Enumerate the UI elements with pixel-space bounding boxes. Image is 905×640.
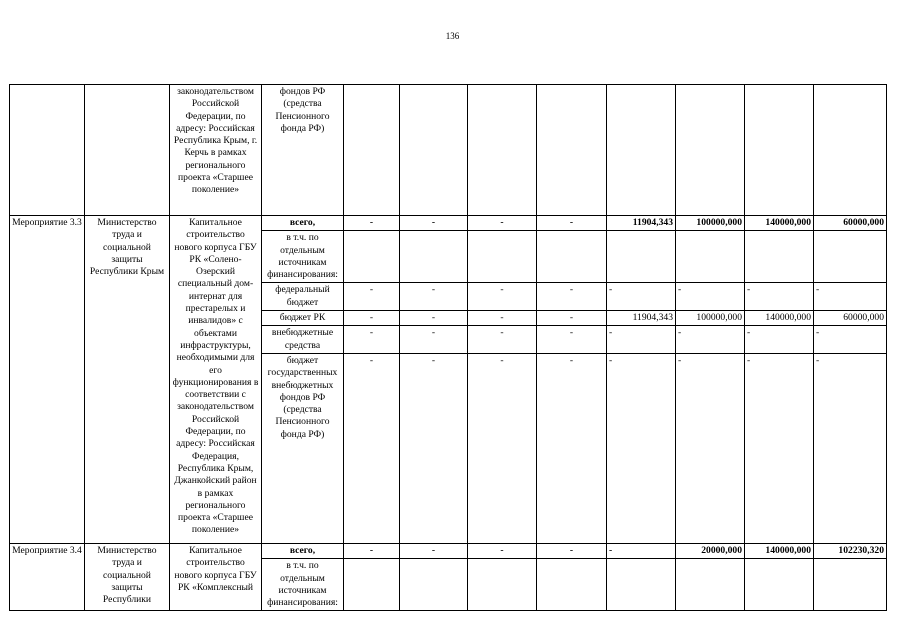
measure-description: Капитальное строительство нового корпуса ГБУ РК «Комплексный — [170, 543, 262, 610]
funding-source: бюджет РК — [262, 311, 344, 326]
value-cell: 140000,000 — [745, 543, 814, 558]
value-cell: - — [745, 326, 814, 354]
funding-source: федеральный бюджет — [262, 283, 344, 311]
funding-source: в т.ч. по отдельным источникам финансирования: — [262, 559, 344, 611]
value-cell: - — [468, 283, 537, 311]
value-cell: 11904,343 — [607, 216, 676, 231]
value-cell: 100000,000 — [676, 311, 745, 326]
value-cell: - — [607, 326, 676, 354]
value-cell: - — [745, 353, 814, 543]
measure-description: законодательством Российской Федерации, по адресу: Российская Республика Крым, г. Керчь в рамках регионального проекта «Старшее поколение» — [170, 85, 262, 216]
value-cell: - — [344, 311, 400, 326]
value-cell: - — [400, 283, 468, 311]
table-cell — [745, 85, 814, 216]
measure-executor: Министерство труда и социальной защиты Республики Крым — [85, 216, 170, 544]
table-cell — [537, 85, 607, 216]
value-cell: - — [676, 326, 745, 354]
table-cell — [10, 85, 85, 216]
funding-source: бюджет государственных внебюджетных фондов РФ (средства Пенсионного фонда РФ) — [262, 353, 344, 543]
value-cell: - — [468, 326, 537, 354]
value-cell — [400, 231, 468, 283]
value-cell: 140000,000 — [745, 311, 814, 326]
value-cell: - — [400, 311, 468, 326]
value-cell: 11904,343 — [607, 311, 676, 326]
value-cell: 20000,000 — [676, 543, 745, 558]
value-cell — [676, 231, 745, 283]
value-cell: - — [537, 326, 607, 354]
value-cell: - — [607, 543, 676, 558]
value-cell: - — [537, 543, 607, 558]
value-cell — [468, 559, 537, 611]
value-cell: 60000,000 — [814, 311, 887, 326]
funding-source: всего, — [262, 543, 344, 558]
value-cell: - — [344, 543, 400, 558]
value-cell: - — [344, 353, 400, 543]
page-number: 136 — [445, 31, 460, 41]
value-cell: - — [607, 353, 676, 543]
value-cell — [468, 231, 537, 283]
value-cell — [745, 559, 814, 611]
value-cell: - — [537, 353, 607, 543]
value-cell — [814, 559, 887, 611]
value-cell: - — [676, 353, 745, 543]
value-cell: 140000,000 — [745, 216, 814, 231]
value-cell — [607, 559, 676, 611]
financing-table — [9, 84, 887, 611]
table-cell — [814, 85, 887, 216]
value-cell: 100000,000 — [676, 216, 745, 231]
value-cell: - — [814, 326, 887, 354]
table-row — [10, 216, 887, 231]
value-cell — [537, 559, 607, 611]
measure-description: Капитальное строительство нового корпуса ГБУ РК «Солено-Озерский специальный дом-интернат для престарелых и инвалидов» с объектами инфраструктуры, необходимыми для его функционирования в соответствии с законодательством Российской Федерации, по адресу: Российская Федерация, Республика Крым, Джанкойский район в рамках регионального проекта «Старшее поколение» — [170, 216, 262, 544]
funding-source: фондов РФ (средства Пенсионного фонда РФ) — [262, 85, 344, 216]
value-cell: - — [537, 311, 607, 326]
measure-name: Мероприятие 3.3 — [10, 216, 85, 544]
funding-source: всего, — [262, 216, 344, 231]
funding-source: внебюджетные средства — [262, 326, 344, 354]
value-cell: 102230,320 — [814, 543, 887, 558]
value-cell: - — [344, 216, 400, 231]
value-cell: 60000,000 — [814, 216, 887, 231]
value-cell: - — [468, 216, 537, 231]
value-cell: - — [468, 543, 537, 558]
table-cell — [676, 85, 745, 216]
value-cell — [745, 231, 814, 283]
value-cell: - — [468, 353, 537, 543]
value-cell — [607, 231, 676, 283]
value-cell — [537, 231, 607, 283]
value-cell — [344, 231, 400, 283]
table-cell — [607, 85, 676, 216]
value-cell — [344, 559, 400, 611]
value-cell: - — [400, 353, 468, 543]
funding-source: в т.ч. по отдельным источникам финансирования: — [262, 231, 344, 283]
table-cell — [468, 85, 537, 216]
value-cell — [814, 231, 887, 283]
value-cell: - — [400, 326, 468, 354]
measure-executor: Министерство труда и социальной защиты Республики — [85, 543, 170, 610]
value-cell: - — [344, 326, 400, 354]
value-cell: - — [400, 543, 468, 558]
value-cell — [676, 559, 745, 611]
value-cell: - — [537, 283, 607, 311]
value-cell — [400, 559, 468, 611]
value-cell: - — [814, 283, 887, 311]
value-cell: - — [745, 283, 814, 311]
value-cell: - — [814, 353, 887, 543]
table-cell — [85, 85, 170, 216]
value-cell: - — [468, 311, 537, 326]
table-row — [10, 543, 887, 558]
value-cell: - — [607, 283, 676, 311]
value-cell: - — [537, 216, 607, 231]
value-cell: - — [344, 283, 400, 311]
value-cell: - — [400, 216, 468, 231]
table-row — [10, 85, 887, 216]
value-cell: - — [676, 283, 745, 311]
table-cell — [344, 85, 400, 216]
measure-name: Мероприятие 3.4 — [10, 543, 85, 610]
table-cell — [400, 85, 468, 216]
